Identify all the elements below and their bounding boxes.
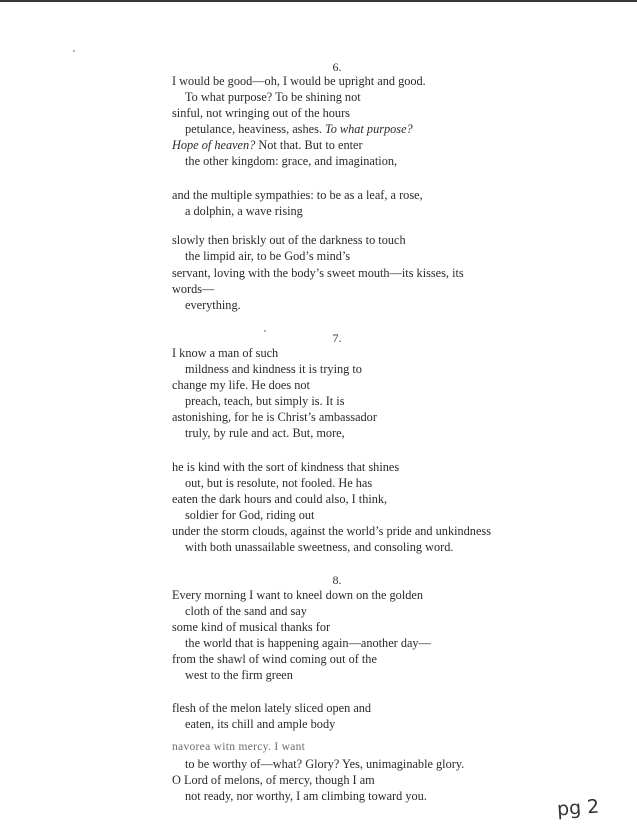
poem-line: the other kingdom: grace, and imagination, xyxy=(185,154,398,168)
poem-line: Every morning I want to kneel down on the golden xyxy=(172,588,424,602)
poem-line: everything. xyxy=(185,298,241,312)
poem-line: cloth of the sand and say xyxy=(185,604,307,618)
poem-line: with both unassailable sweetness, and consoling word. xyxy=(185,540,454,554)
section-number-8: 8. xyxy=(332,573,342,587)
poem-line: under the storm clouds, against the world’s pride and unkindness xyxy=(172,524,491,538)
poem-line: some kind of musical thanks for xyxy=(172,620,331,634)
poem-line: eaten, its chill and ample body xyxy=(185,717,336,731)
poem-line: words— xyxy=(172,282,215,296)
handwritten-page-number: pg 2 xyxy=(556,795,600,821)
poem-line: petulance, heaviness, ashes. To what purpose? xyxy=(185,122,413,136)
poem-line: O Lord of melons, of mercy, though I am xyxy=(172,773,375,787)
poem-line: I know a man of such xyxy=(172,346,279,360)
scan-speck xyxy=(73,50,75,52)
poem-line: flesh of the melon lately sliced open and xyxy=(172,701,372,715)
poem-line: truly, by rule and act. But, more, xyxy=(185,426,345,440)
poem-line: servant, loving with the body’s sweet mouth—its kisses, its xyxy=(172,266,464,280)
poem-line: the limpid air, to be God’s mind’s xyxy=(185,249,351,263)
poem-line: preach, teach, but simply is. It is xyxy=(185,394,345,408)
poem-line: mildness and kindness it is trying to xyxy=(185,362,362,376)
poem-line: To what purpose? To be shining not xyxy=(185,90,361,104)
poem-line: slowly then briskly out of the darkness to touch xyxy=(172,233,406,247)
poem-line: he is kind with the sort of kindness that shines xyxy=(172,460,400,474)
poem-line: sinful, not wringing out of the hours xyxy=(172,106,350,120)
poem-line: and the multiple sympathies: to be as a leaf, a rose, xyxy=(172,188,423,202)
poem-line: change my life. He does not xyxy=(172,378,310,392)
poem-line: out, but is resolute, not fooled. He has xyxy=(185,476,373,490)
poem-line: a dolphin, a wave rising xyxy=(185,204,303,218)
poem-line: from the shawl of wind coming out of the xyxy=(172,652,377,666)
section-number-6: 6. xyxy=(332,60,342,74)
poem-line: I would be good—oh, I would be upright and good. xyxy=(172,74,426,88)
poem-line: soldier for God, riding out xyxy=(185,508,315,522)
poem-line: the world that is happening again—another day— xyxy=(185,636,431,650)
poem-line: Hope of heaven? Not that. But to enter xyxy=(172,138,363,152)
poem-line: to be worthy of—what? Glory? Yes, unimaginable glory. xyxy=(185,757,465,771)
poem-line: eaten the dark hours and could also, I think, xyxy=(172,492,388,506)
poem-line: west to the firm green xyxy=(185,668,293,682)
poem-line: not ready, nor worthy, I am climbing toward you. xyxy=(185,789,427,803)
poem-line-faded: navorea witn mercy. I want xyxy=(172,741,306,753)
scan-top-edge xyxy=(0,0,637,2)
poem-line: astonishing, for he is Christ’s ambassador xyxy=(172,410,377,424)
section-number-7: 7. xyxy=(332,331,342,345)
